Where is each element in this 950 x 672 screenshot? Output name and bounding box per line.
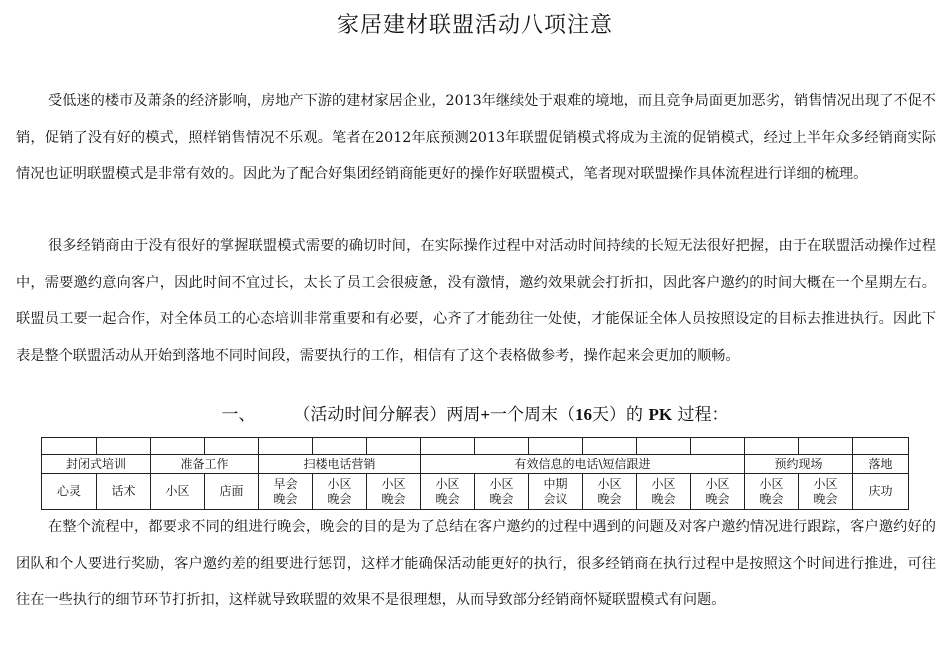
activity-schedule-table [41, 437, 909, 510]
task-cell [745, 474, 799, 510]
task-line: 晚会 [435, 491, 460, 506]
task-cell [583, 474, 637, 510]
task-line: 小区 [327, 476, 352, 491]
document-title: 家居建材联盟活动八项注意 [336, 13, 613, 38]
task-line: 话术 [111, 484, 136, 498]
task-cell [97, 474, 151, 510]
task-line: 店面 [219, 484, 244, 498]
task-line: 小区 [705, 476, 730, 491]
task-line: 小区 [651, 476, 676, 491]
table-row-blank [42, 438, 909, 455]
task-line: 晚会 [759, 491, 784, 506]
task-cell [151, 474, 205, 510]
task-line: 中期 [543, 476, 568, 491]
task-line: 小区 [597, 476, 622, 491]
task-line: 晚会 [327, 491, 352, 506]
task-line: 小区 [813, 476, 838, 491]
task-cell [42, 474, 97, 510]
task-cell [367, 474, 421, 510]
table-cell-blank [313, 438, 367, 455]
task-cell [313, 474, 367, 510]
table-cell-blank [475, 438, 529, 455]
section-heading-part1: （活动时间分解表）两周 [293, 405, 481, 425]
task-line: 晚会 [813, 491, 838, 506]
table-cell-blank [799, 438, 853, 455]
task-cell [205, 474, 259, 510]
task-line: 晚会 [489, 491, 514, 506]
task-cell [637, 474, 691, 510]
task-line: 早会 [273, 476, 298, 491]
task-line: 小区 [165, 484, 190, 498]
section-heading-days: 16 [575, 405, 593, 424]
task-line: 小区 [489, 476, 514, 491]
task-line: 小区 [759, 476, 784, 491]
table-cell-blank [367, 438, 421, 455]
table-row-phases [42, 455, 909, 474]
section-heading-part2: 一个周末（ [490, 405, 576, 425]
task-cell [853, 474, 909, 510]
table-cell-blank [151, 438, 205, 455]
table-cell-blank [259, 438, 313, 455]
table-cell-blank [745, 438, 799, 455]
section-heading-plus: + [480, 405, 491, 424]
table-cell-blank [853, 438, 909, 455]
section-number: 一、 [221, 405, 256, 425]
task-line: 庆功 [868, 484, 893, 498]
task-line: 小区 [381, 476, 406, 491]
task-line: 晚会 [381, 491, 406, 506]
table-cell-blank [421, 438, 475, 455]
table-cell-blank [691, 438, 745, 455]
table-row-tasks [42, 474, 909, 510]
section-heading-part3: 天）的 [592, 405, 644, 425]
task-cell [259, 474, 313, 510]
task-cell [799, 474, 853, 510]
phase-cell: 预约现场 [745, 455, 853, 474]
table-cell-blank [205, 438, 259, 455]
phase-cell: 封闭式培训 [42, 455, 151, 474]
phase-cell: 准备工作 [151, 455, 259, 474]
section-heading-part4: 过程： [677, 405, 729, 425]
task-cell [691, 474, 745, 510]
paragraph-timing: 很多经销商由于没有很好的掌握联盟模式需要的确切时间，在实际操作过程中对活动时间持续的长短无法很好把握，由于在联盟活动操作过程中，需要邀约意向客户，因此时间不宜过长，太长了员工会很疲惫，没有激情，邀约效果就会打折扣，因此客户邀约的时间大概在一个星期左右。联盟员工要一起合作，对全体员工的心态培训非常重要和有必要，心齐了才能劲往一处使，才能保证全体人员按照设定的目标去推进执行。因此下表是整个联盟活动从开始到落地不同时间段，需要执行的工作，相信有了这个表格做参考，操作起来会更加的顺畅。 [16, 238, 936, 364]
phase-cell: 扫楼电话营销 [259, 455, 421, 474]
table-cell-blank [97, 438, 151, 455]
task-line: 晚会 [651, 491, 676, 506]
section-heading [0, 400, 950, 425]
task-line: 会议 [543, 491, 568, 506]
task-line: 晚会 [273, 491, 298, 506]
task-line: 晚会 [597, 491, 622, 506]
paragraph-process: 在整个流程中，都要求不同的组进行晚会，晚会的目的是为了总结在客户邀约的过程中遇到的问题及对客户邀约情况进行跟踪，客户邀约好的团队和个人要进行奖励，客户邀约差的组要进行惩罚，这样才能确保活动能更好的执行，很多经销商在执行过程中是按照这个时间进行推进，可往往在一些执行的细节环节打折扣，这样就导致联盟的效果不是很理想，从而导致部分经销商怀疑联盟模式有问题。 [16, 519, 936, 608]
task-cell [421, 474, 475, 510]
task-cell [529, 474, 583, 510]
table-cell-blank [637, 438, 691, 455]
task-line: 小区 [435, 476, 460, 491]
task-line: 心灵 [56, 484, 81, 498]
section-heading-pk: PK [648, 405, 673, 424]
paragraph-intro: 受低迷的楼市及萧条的经济影响，房地产下游的建材家居企业，2013年继续处于艰难的境地，而且竞争局面更加恶劣，销售情况出现了不促不销，促销了没有好的模式，照样销售情况不乐观。笔者在2012年底预测2013年联盟促销模式将成为主流的促销模式，经过上半年众多经销商实际情况也证明联盟模式是非常有效的。因此为了配合好集团经销商能更好的操作好联盟模式，笔者现对联盟操作具体流程进行详细的梳理。 [16, 93, 936, 182]
phase-cell: 落地 [853, 455, 909, 474]
table-cell-blank [583, 438, 637, 455]
table-cell-blank [42, 438, 97, 455]
task-line: 晚会 [705, 491, 730, 506]
phase-cell: 有效信息的电话\短信跟进 [421, 455, 745, 474]
table-cell-blank [529, 438, 583, 455]
task-cell [475, 474, 529, 510]
